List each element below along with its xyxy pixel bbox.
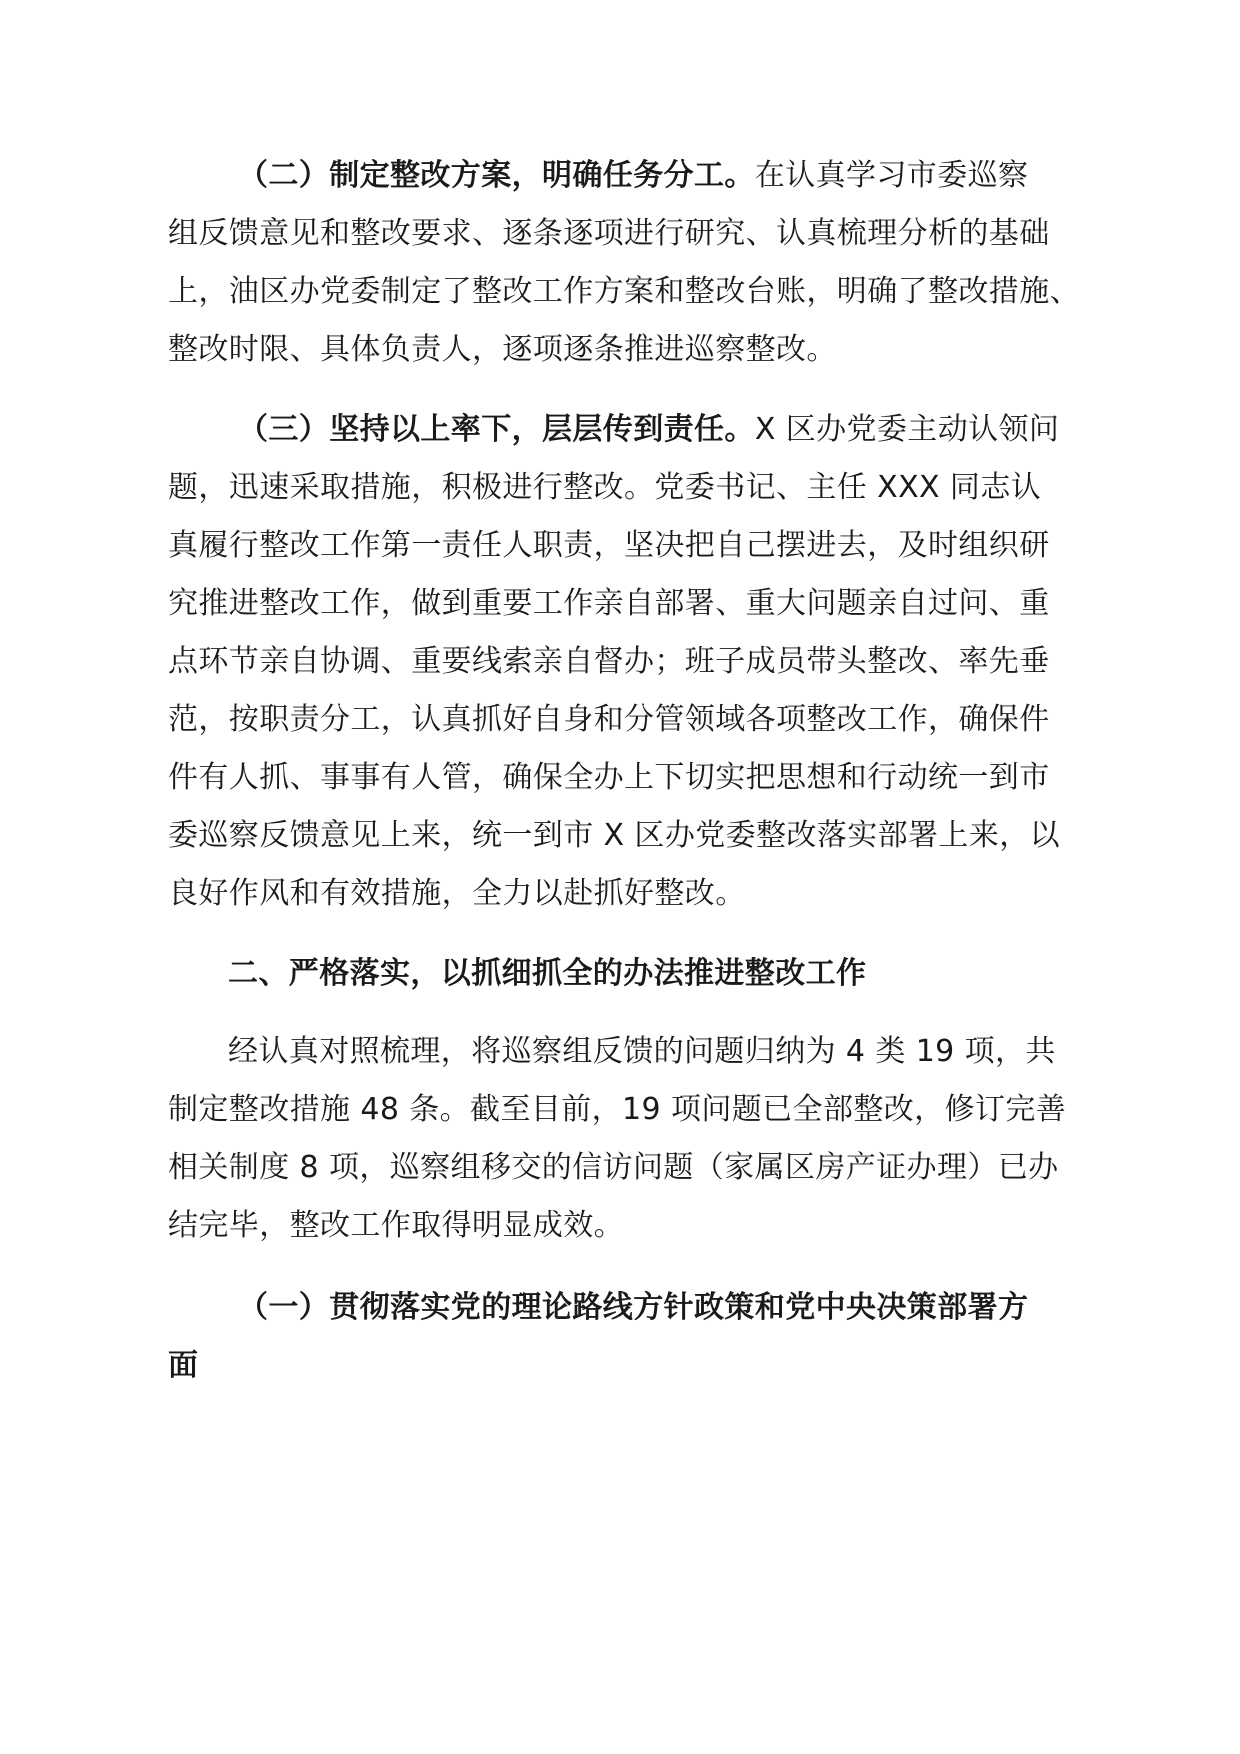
body-text: 结完毕，整改工作取得明显成效。	[168, 1208, 624, 1243]
paragraph-3-heading-line	[238, 410, 1059, 450]
body-line	[168, 642, 1050, 682]
body-text: 在认真学习市委巡察	[754, 158, 1029, 193]
body-text: 良好作风和有效措施，全力以赴抓好整改。	[168, 876, 746, 911]
body-line	[168, 758, 1050, 798]
body-text: X 区办党委主动认领问	[754, 412, 1060, 447]
body-text: 整改时限、具体负责人，逐项逐条推进巡察整改。	[168, 332, 837, 367]
subsection-heading-1-tail: 面	[168, 1348, 199, 1383]
body-line	[168, 1090, 1066, 1130]
body-text: 范，按职责分工，认真抓好自身和分管领域各项整改工作，确保件	[168, 702, 1050, 737]
body-text: 经认真对照梳理，将巡察组反馈的问题归纳为 4 类 19 项，共	[228, 1034, 1056, 1069]
body-text: 相关制度 8 项，巡察组移交的信访问题（家属区房产证办理）已办	[168, 1150, 1059, 1185]
body-line	[228, 1032, 1056, 1072]
body-text: 题，迅速采取措施，积极进行整改。党委书记、主任 XXX 同志认	[168, 470, 1042, 505]
body-text: 点环节亲自协调、重要线索亲自督办；班子成员带头整改、率先垂	[168, 644, 1050, 679]
body-text: 制定整改措施 48 条。截至目前，19 项问题已全部整改，修订完善	[168, 1092, 1067, 1127]
body-text: 组反馈意见和整改要求、逐条逐项进行研究、认真梳理分析的基础	[168, 216, 1050, 251]
section-heading-3: （三）坚持以上率下，层层传到责任。	[238, 412, 755, 447]
body-text: 委巡察反馈意见上来，统一到市 X 区办党委整改落实部署上来，以	[168, 818, 1061, 853]
body-text: 上，油区办党委制定了整改工作方案和整改台账，明确了整改措施、	[168, 274, 1080, 309]
body-line	[168, 526, 1050, 566]
chapter-heading-2: 二、严格落实，以抓细抓全的办法推进整改工作	[228, 956, 867, 991]
body-text: 件有人抓、事事有人管，确保全办上下切实把思想和行动统一到市	[168, 760, 1050, 795]
subsection-1-heading-line	[238, 1288, 1028, 1328]
body-line	[168, 1206, 624, 1246]
body-line	[168, 468, 1041, 508]
body-line	[168, 874, 746, 914]
body-line	[168, 272, 1080, 312]
paragraph-2-heading-line	[238, 156, 1028, 196]
subsection-1-heading-line-continued	[168, 1346, 198, 1386]
section-heading-2: （二）制定整改方案，明确任务分工。	[238, 158, 755, 193]
body-line	[168, 1148, 1059, 1188]
body-text: 真履行整改工作第一责任人职责，坚决把自己摆进去，及时组织研	[168, 528, 1050, 563]
body-line	[168, 700, 1050, 740]
body-line	[168, 584, 1050, 624]
subsection-heading-1: （一）贯彻落实党的理论路线方针政策和党中央决策部署方	[238, 1290, 1029, 1325]
body-line	[168, 214, 1050, 254]
body-line	[168, 330, 837, 370]
body-text: 究推进整改工作，做到重要工作亲自部署、重大问题亲自过问、重	[168, 586, 1050, 621]
chapter-2-heading-line	[228, 954, 866, 994]
body-line	[168, 816, 1060, 856]
